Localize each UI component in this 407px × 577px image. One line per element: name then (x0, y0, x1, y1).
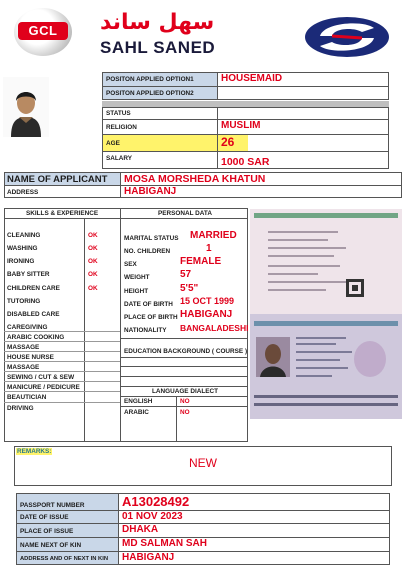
weight-label: WEIGHT (124, 274, 150, 281)
dob-value: 15 OCT 1999 (180, 296, 235, 306)
position-option1-label: POSITON APPLIED OPTION1 (106, 76, 194, 83)
skills-title: SKILLS & EXPERIENCE (26, 210, 99, 217)
skill-value: OK (88, 285, 98, 292)
religion-value: MUSLIM (221, 120, 261, 131)
weight-value: 57 (180, 269, 192, 280)
applicant-name-label: NAME OF APPLICANT (7, 174, 108, 185)
applicant-photo-icon (3, 77, 49, 137)
skill-label: HOUSE NURSE (7, 354, 54, 361)
height-value: 5'5" (180, 283, 199, 294)
company-name: SAHL SANED (100, 38, 216, 57)
height-label: HEIGHT (124, 288, 149, 295)
place-of-issue-value: DHAKA (122, 524, 159, 535)
english-value: NO (180, 398, 190, 405)
pob-label: PLACE OF BIRTH (124, 314, 178, 321)
skill-value: OK (88, 245, 98, 252)
salary-label: SALARY (106, 155, 133, 162)
skill-label: TUTORING (7, 298, 41, 305)
sex-label: SEX (124, 261, 137, 268)
nationality-value: BANGALADESHI (180, 323, 249, 333)
salary-value: 1000 SAR (221, 156, 270, 168)
marital-status-label: MARITAL STATUS (124, 235, 179, 242)
language-title: LANGUAGE DIALECT (152, 388, 219, 395)
skills-row-divider (4, 381, 120, 382)
skill-label: ARABIC COOKING (7, 334, 65, 341)
arabic-value: NO (180, 409, 190, 416)
personal-data-title: PERSONAL DATA (158, 210, 212, 217)
position-option1-value: HOUSEMAID (221, 73, 283, 84)
skill-label: WASHING (7, 245, 38, 252)
skills-row-divider (4, 331, 120, 332)
kin-address-value: HABIGANJ (122, 552, 175, 563)
english-label: ENGLISH (124, 398, 153, 405)
education-label: EDUCATION BACKGROUND ( COURSE ) (124, 348, 248, 355)
position-option2-label: POSITON APPLIED OPTION2 (106, 90, 194, 97)
skill-label: SEWING / CUT & SEW (7, 374, 75, 381)
age-label: AGE (106, 140, 120, 147)
passport-scan-image (250, 209, 402, 419)
remarks-label: REMARKS: (17, 448, 52, 455)
next-of-kin-label: NAME NEXT OF KIN (20, 542, 82, 549)
religion-label: RELIGION (106, 124, 137, 131)
skills-row-divider (4, 341, 120, 342)
skill-label: MANICURE / PEDICURE (7, 384, 80, 391)
skill-value: OK (88, 258, 98, 265)
skill-label: BABY SITTER (7, 271, 50, 278)
skill-label: BEAUTICIAN (7, 394, 47, 401)
sex-value: FEMALE (180, 256, 222, 267)
skill-value: OK (88, 271, 98, 278)
passport-number-label: PASSPORT NUMBER (20, 502, 85, 509)
skill-label: CLEANING (7, 232, 41, 239)
age-value: 26 (221, 135, 235, 149)
skill-label: MASSAGE (7, 364, 40, 371)
passport-scan-icon (250, 209, 402, 419)
status-label: STATUS (106, 110, 131, 117)
skills-row-divider (4, 351, 120, 352)
skills-row-divider (4, 391, 120, 392)
pob-value: HABIGANJ (180, 309, 233, 320)
nationality-label: NATIONALITY (124, 327, 167, 334)
skills-row-divider (4, 361, 120, 362)
skills-row-divider (4, 371, 120, 372)
skill-label: MASSAGE (7, 344, 40, 351)
skills-row-divider (4, 402, 120, 403)
applicant-photo (3, 77, 49, 137)
arabic-label: ARABIC (124, 409, 149, 416)
skill-label: DISABLED CARE (7, 311, 60, 318)
skill-label: DRIVING (7, 405, 34, 412)
children-value: 1 (206, 243, 212, 254)
marital-status-value: MARRIED (190, 230, 237, 241)
sahl-saned-logo-icon (302, 14, 392, 60)
address-label: ADDRESS (7, 189, 39, 196)
remarks-value: NEW (189, 456, 217, 470)
children-label: NO. CHILDREN (124, 248, 171, 255)
skill-label: IRONING (7, 258, 35, 265)
dob-label: DATE OF BIRTH (124, 301, 173, 308)
company-name-arabic: سهل ساند (100, 10, 215, 35)
date-of-issue-label: DATE OF ISSUE (20, 514, 69, 521)
kin-address-label: ADDRESS AND OF NEXT IN KIN (20, 556, 109, 562)
address-value: HABIGANJ (124, 186, 177, 197)
date-of-issue-value: 01 NOV 2023 (122, 511, 183, 522)
gcl-logo-text: GCL (18, 22, 68, 40)
applicant-name-value: MOSA MORSHEDA KHATUN (124, 173, 266, 185)
skill-value: OK (88, 232, 98, 239)
next-of-kin-value: MD SALMAN SAH (122, 538, 207, 549)
skill-label: CAREGIVING (7, 324, 48, 331)
skill-label: CHILDREN CARE (7, 285, 60, 292)
place-of-issue-label: PLACE OF ISSUE (20, 528, 74, 535)
passport-number-value: A13028492 (122, 494, 190, 509)
